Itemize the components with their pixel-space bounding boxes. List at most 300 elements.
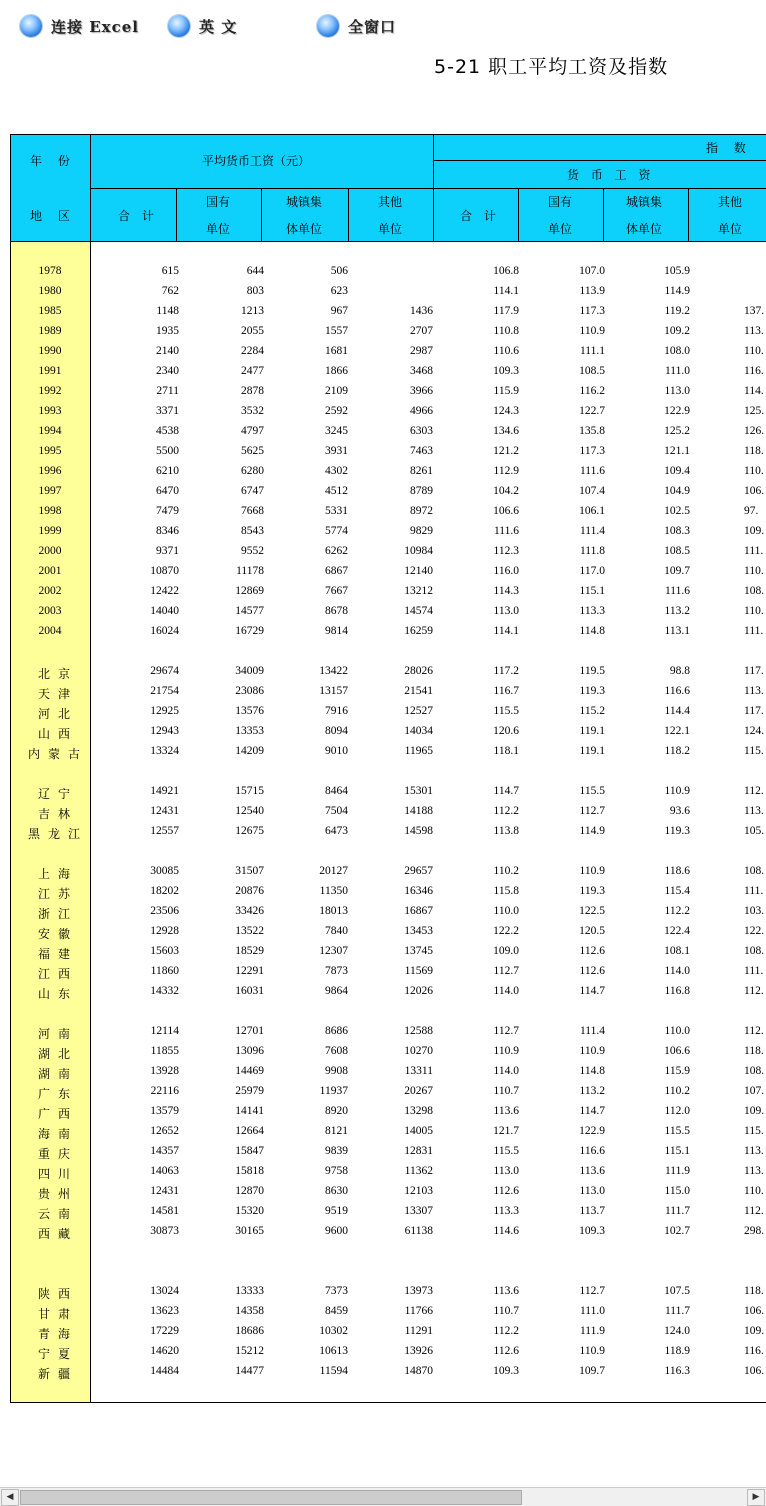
- table-cell: 109.7: [664, 565, 690, 577]
- table-cell: 11766: [404, 1305, 433, 1317]
- table-cell: 14484: [150, 1365, 179, 1377]
- table-cell: 6210: [156, 465, 179, 477]
- table-cell: 10270: [404, 1045, 433, 1057]
- row-label: 新疆: [37, 1367, 78, 1381]
- row-label: 天津: [37, 687, 78, 701]
- table-cell: 112.: [744, 985, 764, 997]
- table-cell: 115.1: [664, 1145, 690, 1157]
- table-cell: 122.7: [579, 405, 605, 417]
- table-cell: 104.9: [664, 485, 690, 497]
- table-cell: 114.7: [579, 985, 605, 997]
- table-cell: 12307: [319, 945, 348, 957]
- row-label: 2001: [38, 565, 62, 577]
- table-cell: 134.6: [493, 425, 519, 437]
- table-cell: 112.9: [493, 465, 519, 477]
- orb-icon: [317, 15, 339, 37]
- table-cell: 21541: [404, 685, 433, 697]
- table-cell: 31507: [235, 865, 264, 877]
- table-cell: 14469: [235, 1065, 264, 1077]
- table-cell: 2340: [156, 365, 179, 377]
- table-cell: 29657: [404, 865, 433, 877]
- table-row: [10, 482, 766, 502]
- table-cell: 105.: [744, 825, 765, 837]
- table-row: [10, 262, 766, 282]
- row-label: 浙江: [37, 907, 78, 921]
- table-cell: 13307: [404, 1205, 433, 1217]
- table-cell: 13422: [319, 665, 348, 677]
- table-cell: 11362: [404, 1165, 433, 1177]
- table-cell: 506: [330, 265, 348, 277]
- horizontal-scrollbar[interactable]: [0, 1487, 766, 1506]
- table-cell: 12291: [235, 965, 264, 977]
- table-cell: 16024: [150, 625, 179, 637]
- table-cell: 3931: [325, 445, 348, 457]
- table-cell: 8630: [325, 1185, 348, 1197]
- table-cell: 122.5: [579, 905, 605, 917]
- row-label: 2004: [38, 625, 62, 637]
- row-label: 1995: [38, 445, 62, 457]
- table-cell: 8261: [410, 465, 433, 477]
- table-cell: 112.0: [664, 1105, 690, 1117]
- table-cell: 109.2: [664, 325, 690, 337]
- row-label: 1990: [38, 345, 62, 357]
- table-cell: 4302: [325, 465, 348, 477]
- table-cell: 111.: [744, 965, 764, 977]
- table-cell: 111.7: [664, 1305, 690, 1317]
- col-header: 单位: [378, 222, 403, 236]
- table-cell: 13096: [235, 1045, 264, 1057]
- table-cell: 14358: [235, 1305, 264, 1317]
- table-cell: 15715: [235, 785, 264, 797]
- table-cell: 111.9: [579, 1325, 605, 1337]
- row-label: 四川: [37, 1167, 78, 1181]
- data-table: [10, 134, 766, 1403]
- row-label: 青海: [37, 1327, 78, 1341]
- row-label: 甘肃: [37, 1307, 78, 1321]
- table-cell: 93.6: [669, 805, 690, 817]
- table-cell: 105.9: [664, 265, 690, 277]
- table-row: [10, 1302, 766, 1322]
- table-cell: 12652: [150, 1125, 179, 1137]
- excel-link-button[interactable]: [20, 14, 139, 38]
- table-cell: 3966: [410, 385, 433, 397]
- table-cell: 12422: [150, 585, 179, 597]
- table-cell: 112.6: [579, 965, 605, 977]
- scroll-right-icon[interactable]: ▶: [747, 1489, 765, 1506]
- table-cell: 11855: [150, 1045, 179, 1057]
- col-header: 城镇集: [286, 195, 323, 209]
- table-row: [10, 1322, 766, 1342]
- table-cell: 6303: [410, 425, 433, 437]
- table-cell: 111.6: [579, 465, 605, 477]
- col-header: 合 计: [118, 209, 158, 223]
- table-cell: 108.: [744, 945, 765, 957]
- table-cell: 135.8: [579, 425, 605, 437]
- table-cell: 112.3: [493, 545, 519, 557]
- row-label: 2000: [38, 545, 62, 557]
- table-cell: 13353: [235, 725, 264, 737]
- table-cell: 113.0: [493, 1165, 519, 1177]
- table-cell: 115.5: [664, 1125, 690, 1137]
- table-cell: 114.0: [664, 965, 690, 977]
- table-cell: 111.: [744, 885, 764, 897]
- table-cell: 13522: [235, 925, 264, 937]
- table-cell: 12114: [150, 1025, 179, 1037]
- table-cell: 4966: [410, 405, 433, 417]
- table-cell: 113.: [744, 685, 764, 697]
- row-label: 西藏: [37, 1227, 78, 1241]
- row-label: 山西: [37, 727, 78, 741]
- table-cell: 110.7: [493, 1085, 519, 1097]
- table-cell: 13973: [404, 1285, 433, 1297]
- table-cell: 118.2: [664, 745, 690, 757]
- table-cell: 22116: [150, 1085, 179, 1097]
- table-cell: 14141: [235, 1105, 264, 1117]
- english-button[interactable]: [168, 14, 237, 38]
- table-cell: 6470: [156, 485, 179, 497]
- table-row: [10, 922, 766, 942]
- table-cell: 7667: [325, 585, 348, 597]
- table-cell: 8686: [325, 1025, 348, 1037]
- table-cell: 113.3: [579, 605, 605, 617]
- table-cell: 4538: [156, 425, 179, 437]
- table-cell: 115.5: [493, 1145, 519, 1157]
- row-label: 陕西: [37, 1287, 78, 1301]
- table-cell: 1213: [241, 305, 264, 317]
- col-header: 单位: [548, 222, 573, 236]
- table-cell: 113.: [744, 805, 764, 817]
- table-cell: 106.6: [493, 505, 519, 517]
- table-cell: 110.9: [664, 785, 690, 797]
- table-cell: 12103: [404, 1185, 433, 1197]
- table-cell: 12026: [404, 985, 433, 997]
- table-row: [10, 502, 766, 522]
- table-cell: 114.: [744, 385, 764, 397]
- table-row: [10, 422, 766, 442]
- table-cell: 113.: [744, 1145, 764, 1157]
- table-row: [10, 342, 766, 362]
- table-row: [10, 682, 766, 702]
- table-row: [10, 622, 766, 642]
- table-cell: 12831: [404, 1145, 433, 1157]
- table-cell: 6280: [241, 465, 264, 477]
- table-cell: 113.6: [493, 1105, 519, 1117]
- table-cell: 9758: [325, 1165, 348, 1177]
- table-cell: 13333: [235, 1285, 264, 1297]
- table-cell: 10613: [319, 1345, 348, 1357]
- table-cell: 12870: [235, 1185, 264, 1197]
- table-cell: 17229: [150, 1325, 179, 1337]
- table-row: [10, 882, 766, 902]
- row-label: 1998: [38, 505, 62, 517]
- table-cell: 119.5: [579, 665, 605, 677]
- table-cell: 16346: [404, 885, 433, 897]
- col-header: 国有: [548, 195, 573, 209]
- table-cell: 114.9: [579, 825, 605, 837]
- table-cell: 2592: [325, 405, 348, 417]
- table-cell: 122.2: [493, 925, 519, 937]
- col-header: 单位: [718, 222, 743, 236]
- table-cell: 109.: [744, 1105, 765, 1117]
- row-label: 江苏: [37, 887, 78, 901]
- table-cell: 112.6: [579, 945, 605, 957]
- table-cell: 114.3: [493, 585, 519, 597]
- table-cell: 116.8: [664, 985, 690, 997]
- table-cell: 114.9: [664, 285, 690, 297]
- table-cell: 12664: [235, 1125, 264, 1137]
- table-cell: 115.0: [664, 1185, 690, 1197]
- table-row: [10, 1362, 766, 1382]
- table-cell: 110.0: [493, 905, 519, 917]
- table-cell: 15818: [235, 1165, 264, 1177]
- table-cell: 4797: [241, 425, 264, 437]
- table-cell: 14620: [150, 1345, 179, 1357]
- table-cell: 113.0: [493, 605, 519, 617]
- table-cell: 119.2: [664, 305, 690, 317]
- row-label: 北京: [37, 667, 78, 681]
- table-cell: 18529: [235, 945, 264, 957]
- table-cell: 116.3: [664, 1365, 690, 1377]
- table-cell: 5331: [325, 505, 348, 517]
- scroll-left-icon[interactable]: ◀: [1, 1489, 19, 1506]
- table-row: [10, 382, 766, 402]
- table-cell: 7479: [156, 505, 179, 517]
- table-cell: 108.0: [664, 345, 690, 357]
- table-cell: 125.2: [664, 425, 690, 437]
- table-cell: 5774: [325, 525, 348, 537]
- table-cell: 3371: [156, 405, 179, 417]
- table-cell: 106.: [744, 1305, 765, 1317]
- table-cell: 30873: [150, 1225, 179, 1237]
- table-cell: 110.: [744, 465, 764, 477]
- table-cell: 14581: [150, 1205, 179, 1217]
- table-cell: 124.: [744, 725, 765, 737]
- table-cell: 111.: [744, 625, 764, 637]
- table-cell: 23086: [235, 685, 264, 697]
- table-cell: 11569: [404, 965, 433, 977]
- table-cell: 116.: [744, 365, 764, 377]
- orb-icon: [168, 15, 190, 37]
- table-cell: 102.7: [664, 1225, 690, 1237]
- table-cell: 111.: [744, 545, 764, 557]
- table-cell: 623: [330, 285, 348, 297]
- table-row: [10, 362, 766, 382]
- table-cell: 11178: [236, 565, 264, 577]
- table-cell: 112.2: [493, 1325, 519, 1337]
- table-cell: 5625: [241, 445, 264, 457]
- table-cell: 115.9: [493, 385, 519, 397]
- row-label: 2003: [38, 605, 62, 617]
- table-cell: 13926: [404, 1345, 433, 1357]
- table-cell: 14034: [404, 725, 433, 737]
- table-row: [10, 302, 766, 322]
- row-label: 河北: [37, 707, 78, 721]
- table-row: [10, 982, 766, 1002]
- scroll-thumb[interactable]: [20, 1490, 522, 1505]
- row-label: 湖南: [37, 1067, 78, 1081]
- table-cell: 108.: [744, 585, 765, 597]
- toolbar: [0, 0, 766, 50]
- table-cell: 110.9: [579, 1345, 605, 1357]
- table-cell: 114.4: [664, 705, 690, 717]
- table-cell: 1148: [156, 305, 179, 317]
- table-cell: 122.4: [664, 925, 690, 937]
- table-cell: 113.2: [579, 1085, 605, 1097]
- table-cell: 15212: [235, 1345, 264, 1357]
- table-cell: 7504: [325, 805, 348, 817]
- table-cell: 14005: [404, 1125, 433, 1137]
- table-cell: 14598: [404, 825, 433, 837]
- table-cell: 104.2: [493, 485, 519, 497]
- table-row: [10, 1082, 766, 1102]
- row-label: 1992: [38, 385, 62, 397]
- table-cell: 9814: [325, 625, 348, 637]
- table-cell: 18013: [319, 905, 348, 917]
- table-cell: 9829: [410, 525, 433, 537]
- table-cell: 110.9: [579, 1045, 605, 1057]
- table-cell: 107.4: [579, 485, 605, 497]
- table-cell: 23506: [150, 905, 179, 917]
- table-cell: 1935: [156, 325, 179, 337]
- table-cell: 111.4: [579, 1025, 605, 1037]
- table-row: [10, 902, 766, 922]
- table-cell: 12527: [404, 705, 433, 717]
- table-cell: 13928: [150, 1065, 179, 1077]
- table-cell: 1866: [325, 365, 348, 377]
- table-cell: 14577: [235, 605, 264, 617]
- col-header: 国有: [206, 195, 231, 209]
- table-row: [10, 702, 766, 722]
- table-cell: 114.1: [493, 625, 519, 637]
- table-cell: 113.7: [579, 1205, 605, 1217]
- row-label: 1978: [38, 265, 62, 277]
- year-header: 年 份: [30, 154, 76, 168]
- table-cell: 107.: [744, 1085, 765, 1097]
- table-cell: 113.9: [579, 285, 605, 297]
- row-label: 山东: [37, 987, 78, 1001]
- table-cell: 114.7: [493, 785, 519, 797]
- table-row: [10, 282, 766, 302]
- table-cell: 109.: [744, 1325, 765, 1337]
- table-cell: 117.3: [579, 305, 605, 317]
- row-label: 1997: [38, 485, 62, 497]
- table-cell: 115.8: [493, 885, 519, 897]
- table-cell: 118.: [744, 1045, 764, 1057]
- table-cell: 14574: [404, 605, 433, 617]
- table-row: [10, 662, 766, 682]
- table-cell: 108.5: [664, 545, 690, 557]
- table-cell: 12943: [150, 725, 179, 737]
- table-cell: 114.8: [579, 625, 605, 637]
- table-cell: 13024: [150, 1285, 179, 1297]
- fullwindow-button[interactable]: [317, 14, 396, 38]
- table-cell: 2711: [156, 385, 179, 397]
- col-header: 合 计: [460, 209, 500, 223]
- table-cell: 118.: [744, 445, 764, 457]
- table-cell: 11937: [319, 1085, 348, 1097]
- table-cell: 20127: [319, 865, 348, 877]
- table-cell: 106.6: [664, 1045, 690, 1057]
- table-cell: 9552: [241, 545, 264, 557]
- table-cell: 110.: [744, 565, 764, 577]
- row-label: 1980: [38, 285, 62, 297]
- table-cell: 117.: [744, 705, 764, 717]
- table-cell: 111.6: [664, 585, 690, 597]
- table-cell: 1557: [325, 325, 348, 337]
- table-cell: 97.: [744, 505, 759, 517]
- table-cell: 118.: [744, 1285, 764, 1297]
- table-cell: 9371: [156, 545, 179, 557]
- table-cell: 15320: [235, 1205, 264, 1217]
- english-label: 英 文: [199, 17, 238, 36]
- table-cell: 8346: [156, 525, 179, 537]
- table-cell: 3245: [325, 425, 348, 437]
- table-cell: 12928: [150, 925, 179, 937]
- table-cell: 112.7: [579, 805, 605, 817]
- table-cell: 112.7: [493, 965, 519, 977]
- table-cell: 112.: [744, 1205, 764, 1217]
- table-cell: 30165: [235, 1225, 264, 1237]
- table-cell: 20267: [404, 1085, 433, 1097]
- table-cell: 115.5: [493, 705, 519, 717]
- table-cell: 3532: [241, 405, 264, 417]
- table-cell: 111.1: [579, 345, 605, 357]
- page-title: 5-21 职工平均工资及指数: [434, 56, 669, 78]
- row-label: 江西: [37, 967, 78, 981]
- row-label: 福建: [37, 947, 78, 961]
- table-cell: 12540: [235, 805, 264, 817]
- table-cell: 12431: [150, 1185, 179, 1197]
- table-cell: 8920: [325, 1105, 348, 1117]
- table-cell: 114.6: [493, 1225, 519, 1237]
- table-cell: 967: [330, 305, 348, 317]
- table-cell: 2987: [410, 345, 433, 357]
- table-cell: 12140: [404, 565, 433, 577]
- table-cell: 109.3: [493, 365, 519, 377]
- table-cell: 9519: [325, 1205, 348, 1217]
- col-header: 其他: [378, 195, 403, 209]
- table-cell: 12869: [235, 585, 264, 597]
- row-label: 1991: [38, 365, 62, 377]
- row-label: 海南: [37, 1127, 78, 1141]
- table-cell: 108.: [744, 1065, 765, 1077]
- table-row: [10, 962, 766, 982]
- table-cell: 7873: [325, 965, 348, 977]
- table-cell: 119.3: [664, 825, 690, 837]
- table-row: [10, 1222, 766, 1242]
- table-cell: 108.3: [664, 525, 690, 537]
- table-cell: 120.5: [579, 925, 605, 937]
- row-label: 广东: [37, 1087, 78, 1101]
- table-cell: 13324: [150, 745, 179, 757]
- table-cell: 5500: [156, 445, 179, 457]
- table-cell: 113.6: [493, 1285, 519, 1297]
- table-cell: 2878: [241, 385, 264, 397]
- table-cell: 2284: [241, 345, 264, 357]
- table-cell: 121.2: [493, 445, 519, 457]
- table-cell: 21754: [150, 685, 179, 697]
- col-header: 体单位: [626, 222, 663, 236]
- table-cell: 109.3: [493, 1365, 519, 1377]
- table-cell: 116.7: [493, 685, 519, 697]
- table-cell: 119.1: [579, 745, 605, 757]
- table-cell: 114.8: [579, 1065, 605, 1077]
- table-cell: 117.3: [579, 445, 605, 457]
- table-cell: 120.6: [493, 725, 519, 737]
- table-cell: 112.2: [664, 905, 690, 917]
- table-cell: 106.8: [493, 265, 519, 277]
- table-cell: 115.4: [664, 885, 690, 897]
